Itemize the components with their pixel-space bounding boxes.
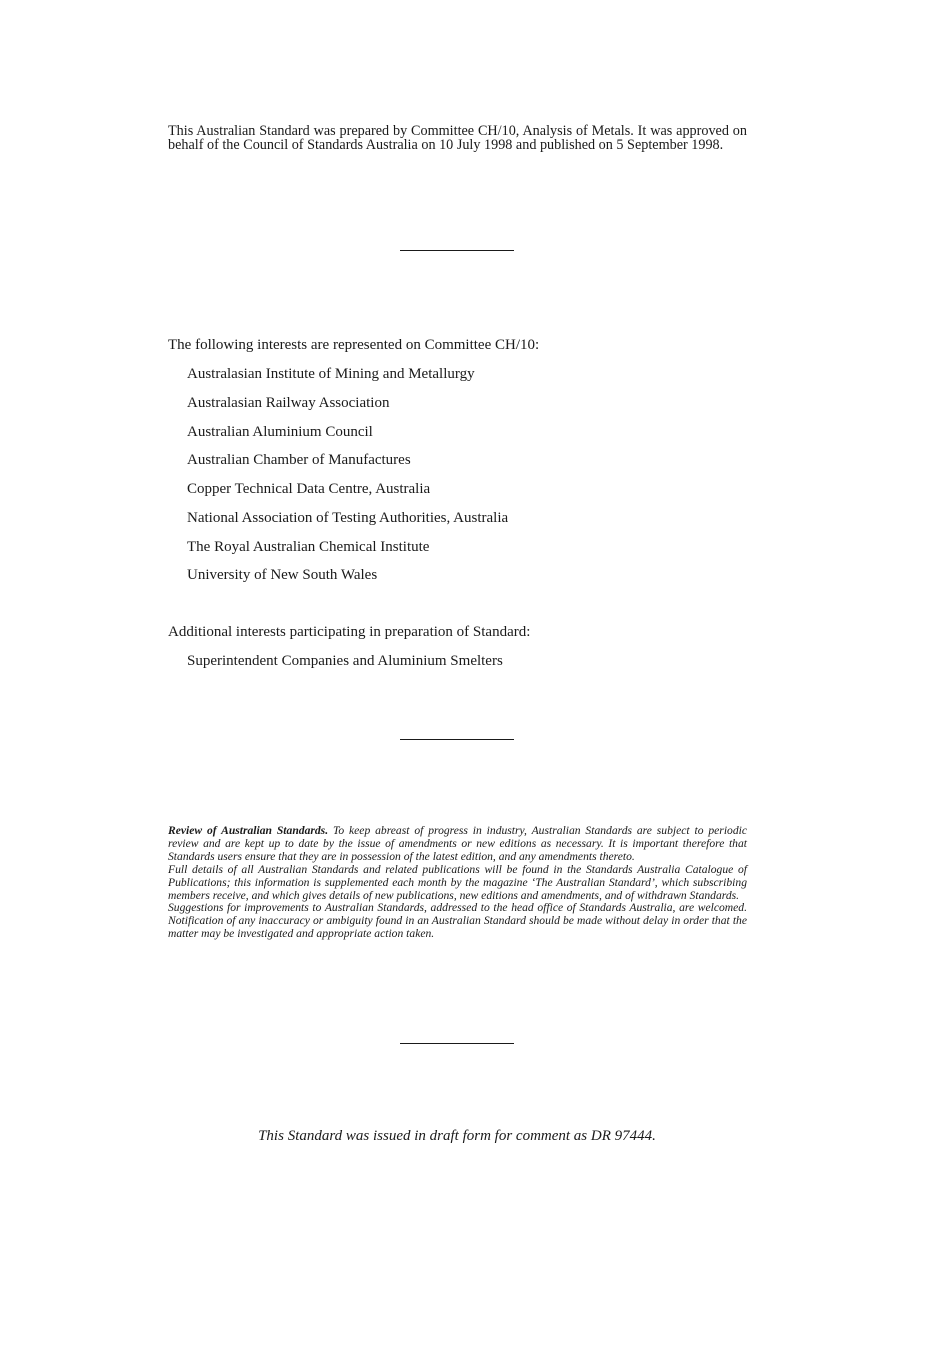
section-divider: [400, 1043, 514, 1044]
committee-member: Australian Chamber of Manufactures: [187, 452, 411, 469]
committee-member: The Royal Australian Chemical Institute: [187, 538, 430, 555]
committee-member: Australasian Institute of Mining and Metallurgy: [187, 366, 475, 382]
additional-interest: Superintendent Companies and Aluminium Smelters: [187, 653, 503, 669]
committee-member-list: [187, 365, 508, 595]
committee-member: National Association of Testing Authorities, Australia: [187, 509, 509, 526]
additional-interests-list: [187, 652, 503, 681]
section-divider: [400, 250, 514, 251]
draft-note: This Standard was issued in draft form for comment as DR 97444.: [258, 1128, 656, 1144]
committee-member: University of New South Wales: [187, 567, 378, 584]
review-paragraph: [168, 825, 747, 864]
committee-member: Australasian Railway Association: [187, 394, 390, 411]
review-text: To keep abreast of progress in industry, Australian Standards are subject to periodic review and are kept up to date by the issue of amendments or new editions as necessary. It is important therefore that Standards users ensure that they are in possession of the latest edition, and any amendments thereto.: [168, 824, 747, 863]
committee-heading: The following interests are represented on Committee CH/10:: [168, 337, 540, 353]
committee-member: Copper Technical Data Centre, Australia: [187, 481, 431, 497]
section-divider: [400, 739, 514, 740]
review-lead: Review of Australian Standards.: [168, 824, 329, 837]
review-notice: [168, 825, 747, 941]
preparation-statement: This Australian Standard was prepared by Committee CH/10, Analysis of Metals. It was approved on behalf of the Council of Standards Australia on 10 July 1998 and published on 5 September 1998.: [168, 123, 747, 153]
committee-member: Australian Aluminium Council: [187, 423, 373, 440]
review-paragraph: Full details of all Australian Standards and related publications will be found in the Standards Australia Catalogue of Publications; this information is supplemented each month by the magazine ‘The Australian Standard’, which subscribing members receive, and which gives details of new publications, new editions and amendments, and of withdrawn Standards.: [168, 862, 747, 902]
review-paragraph: Suggestions for improvements to Australian Standards, addressed to the head office of Standards Australia, are welcomed. Notification of any inaccuracy or ambiguity found in an Australian Standard should be made without delay in order that the matter may be investigated and appropriate action taken.: [168, 901, 747, 941]
additional-interests-heading: Additional interests participating in preparation of Standard:: [168, 624, 531, 640]
